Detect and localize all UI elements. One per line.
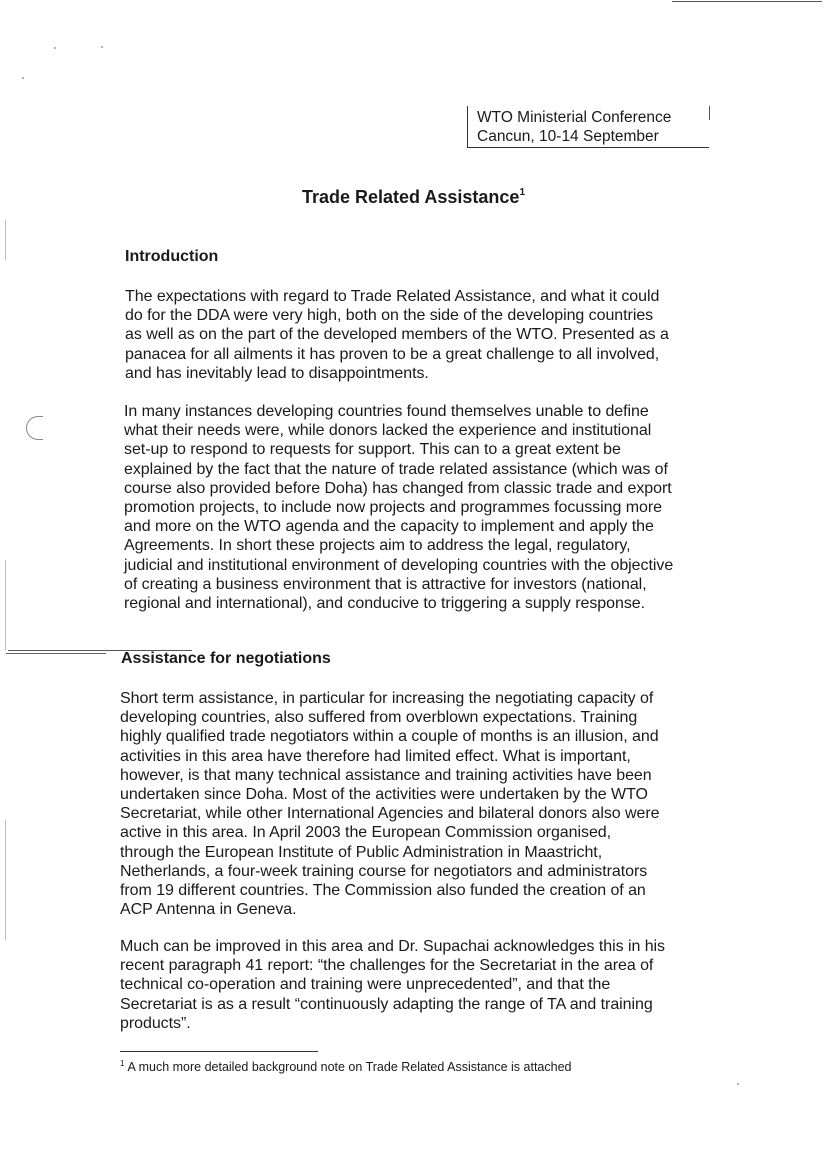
section-heading-assistance-for-negotiations: Assistance for negotiations xyxy=(121,650,331,667)
scan-speck xyxy=(6,653,106,654)
section-heading-introduction: Introduction xyxy=(125,248,219,265)
scan-speck xyxy=(54,47,56,49)
conference-location-date: Cancun, 10-14 September xyxy=(477,128,659,145)
scan-margin-mark xyxy=(5,220,6,260)
scan-speck xyxy=(22,77,24,79)
scan-punch-hole xyxy=(26,416,43,440)
scan-margin-mark xyxy=(5,820,6,940)
introduction-paragraph-2: In many instances developing countries found themselves unable to define what their needs were, while donors lacked the experience and institutional set-up to respond to requests for support. This can to a great extent be explained by the fact that the nature of trade related assistance (which was of course also provided before Doha) has changed from classic trade and export promotion projects, to include now projects and programmes focussing more and more on the WTO agenda and the capacity to implement and apply the Agreements. In short these projects aim to address the legal, regulatory, judicial and institutional environment of developing countries with the objective of creating a business environment that is attractive for investors (national, regional and international), and conducive to triggering a supply response. xyxy=(124,403,674,613)
scan-speck xyxy=(737,1083,739,1085)
title-footnote-mark: 1 xyxy=(519,187,525,198)
negotiations-paragraph-1: Short term assistance, in particular for increasing the negotiating capacity of developing countries, also suffered from overblown expectations. Training highly qualified trade negotiators within a couple of months is an illusion, and activities in this area have therefore had limited effect. What is important, however, is that many technical assistance and training activities have been undertaken since Doha. Most of the activities were undertaken by the WTO Secretariat, while other International Agencies and bilateral donors also were active in this area. In April 2003 the European Commission organised, through the European Institute of Public Administration in Maastricht, Netherlands, a four-week training course for negotiators and administrators from 19 different countries. The Commission also funded the creation of an ACP Antenna in Geneva. xyxy=(120,690,660,919)
footnote-mark: 1 xyxy=(120,1059,125,1068)
conference-name: WTO Ministerial Conference xyxy=(477,109,672,126)
document-title xyxy=(0,187,827,208)
conference-header-box xyxy=(467,106,709,148)
footnote-rule xyxy=(120,1051,318,1052)
scan-edge-line xyxy=(672,1,822,2)
footnote-text: A much more detailed background note on Trade Related Assistance is attached xyxy=(127,1060,572,1074)
introduction-paragraph-1: The expectations with regard to Trade Related Assistance, and what it could do for the DDA were very high, both on the side of the developing countries as well as on the part of the developed members of the WTO. Presented as a panacea for all ailments it has proven to be a great challenge to all involved, and has inevitably lead to disappointments. xyxy=(125,288,669,382)
footnote xyxy=(120,1059,571,1074)
document-title-text: Trade Related Assistance xyxy=(302,187,520,207)
negotiations-paragraph-2: Much can be improved in this area and Dr. Supachai acknowledges this in his recent paragraph 41 report: “the challenges for the Secretariat in the area of technical co-operation and training were unprecedented”, and that the Secretariat is as a result “continuously adapting the range of TA and training products”. xyxy=(120,938,666,1032)
scan-margin-mark xyxy=(5,560,6,650)
scan-speck xyxy=(101,46,103,48)
